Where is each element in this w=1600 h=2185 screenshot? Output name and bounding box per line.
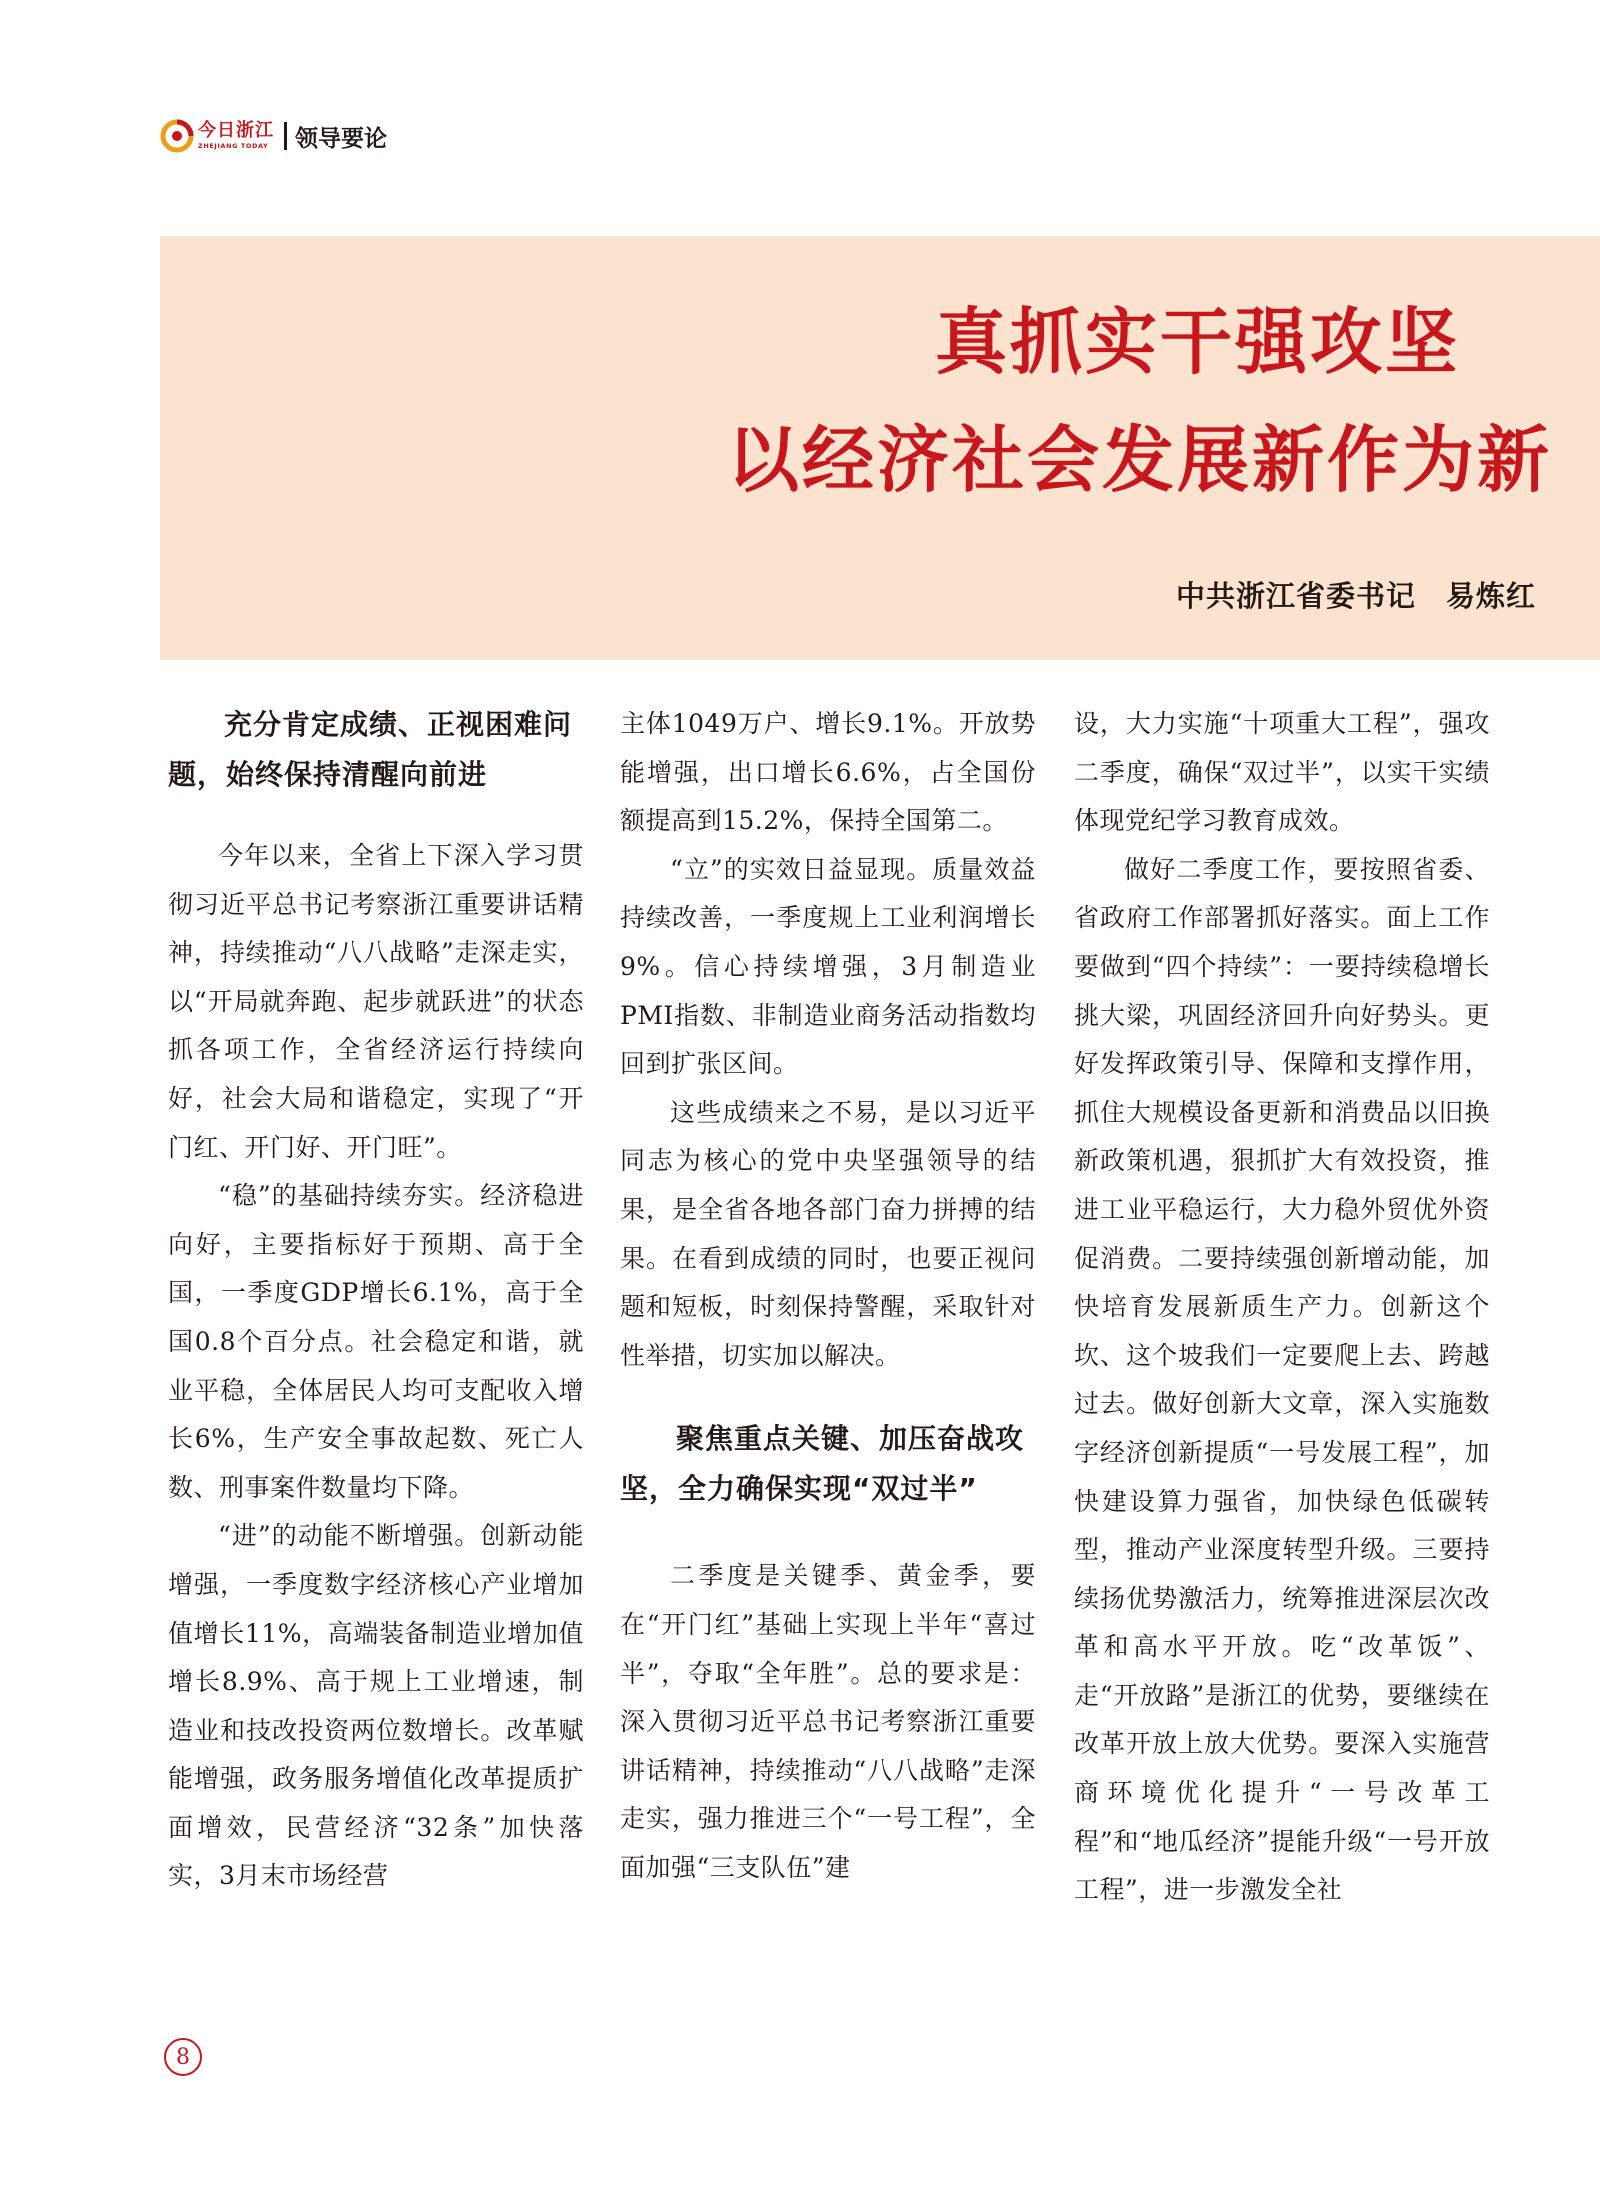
article-title-line-1: 真抓实干强攻坚	[934, 300, 1460, 384]
logo-english: ZHEJIANG TODAY	[198, 142, 269, 151]
paragraph: 做好二季度工作，要按照省委、省政府工作部署抓好落实。面上工作要做到“四个持续”：一要持续稳增长挑大梁，巩固经济回升向好势头。更好发挥政策引导、保障和支撑作用，抓住大规模设备更新和消费品以旧换新政策机遇，狠抓扩大有效投资，推进工业平稳运行，大力稳外贸优外资促消费。二要持续强创新增动能，加快培育发展新质生产力。创新这个坎、这个坡我们一定要爬上去、跨越过去。做好创新大文章，深入实施数字经济创新提质“一号发展工程”，加快建设算力强省，加快绿色低碳转型，推动产业深度转型升级。三要持续扬优势激活力，统筹推进深层次改革和高水平开放。吃“改革饭”、走“开放路”是浙江的优势，要继续在改革开放上放大优势。要深入实施营商环境优化提升“一号改革工程”和“地瓜经济”提能升级“一号开放工程”，进一步激发全社	[1074, 854, 1490, 1905]
paragraph: “立”的实效日益显现。质量效益持续改善，一季度规上工业利润增长9%。信心持续增强，3月制造业PMI指数、非制造业商务活动指数均回到扩张区间。	[620, 854, 1036, 1079]
text-column-2	[620, 700, 1036, 1990]
section-heading-1: 充分肯定成绩、正视困难问题，始终保持清醒向前进	[168, 708, 573, 791]
page-number: 8	[164, 2038, 202, 2076]
paragraph: 这些成绩来之不易，是以习近平同志为核心的党中央坚强领导的结果，是全省各地各部门奋力拼搏的结果。在看到成绩的同时，也要正视问题和短板，时刻保持警醒，采取针对性举措，切实加以解决。	[620, 1097, 1036, 1370]
paragraph: “进”的动能不断增强。创新动能增强，一季度数字经济核心产业增加值增长11%，高端装备制造业增加值增长8.9%、高于规上工业增速，制造业和技改投资两位数增长。改革赋能增强，政务服务增值化改革提质扩面增效，民营经济“32条”加快落实，3月末市场经营	[168, 1521, 584, 1891]
masthead-divider	[284, 122, 287, 150]
section-heading-2: 聚焦重点关键、加压奋战攻坚，全力确保实现“双过半”	[620, 1422, 1025, 1506]
logo-swirl-icon	[160, 119, 194, 153]
logo-chinese: 今日浙江	[198, 120, 274, 142]
author-byline: 中共浙江省委书记 易炼红	[1175, 579, 1536, 613]
paragraph: 二季度是关键季、黄金季，要在“开门红”基础上实现上半年“喜过半”，夺取“全年胜”。总的要求是：深入贯彻习近平总书记考察浙江重要讲话精神，持续推动“八八战略”走深走实，强力推进三个“一号工程”，全面加强“三支队伍”建	[620, 1561, 1036, 1882]
title-banner	[160, 236, 1600, 660]
paragraph: 主体1049万户、增长9.1%。开放势能增强，出口增长6.6%，占全国份额提高到15.2%，保持全国第二。	[620, 709, 1036, 836]
publication-logo	[160, 119, 274, 153]
article-title-line-2: 以经济社会发展新作为新	[726, 418, 1552, 502]
text-column-1	[168, 700, 584, 1990]
paragraph: 设，大力实施“十项重大工程”，强攻二季度，确保“双过半”，以实干实绩体现党纪学习教育成效。	[1074, 709, 1490, 836]
text-column-3	[1074, 700, 1490, 1990]
section-name: 领导要论	[295, 125, 387, 152]
masthead	[160, 116, 387, 156]
paragraph: “稳”的基础持续夯实。经济稳进向好，主要指标好于预期、高于全国，一季度GDP增长6.1%，高于全国0.8个百分点。社会稳定和谐，就业平稳，全体居民人均可支配收入增长6%，生产安全事故起数、死亡人数、刑事案件数量均下降。	[168, 1181, 584, 1502]
paragraph: 今年以来，全省上下深入学习贯彻习近平总书记考察浙江重要讲话精神，持续推动“八八战略”走深走实，以“开局就奔跑、起步就跃进”的状态抓各项工作，全省经济运行持续向好，社会大局和谐稳定，实现了“开门红、开门好、开门旺”。	[168, 841, 584, 1162]
